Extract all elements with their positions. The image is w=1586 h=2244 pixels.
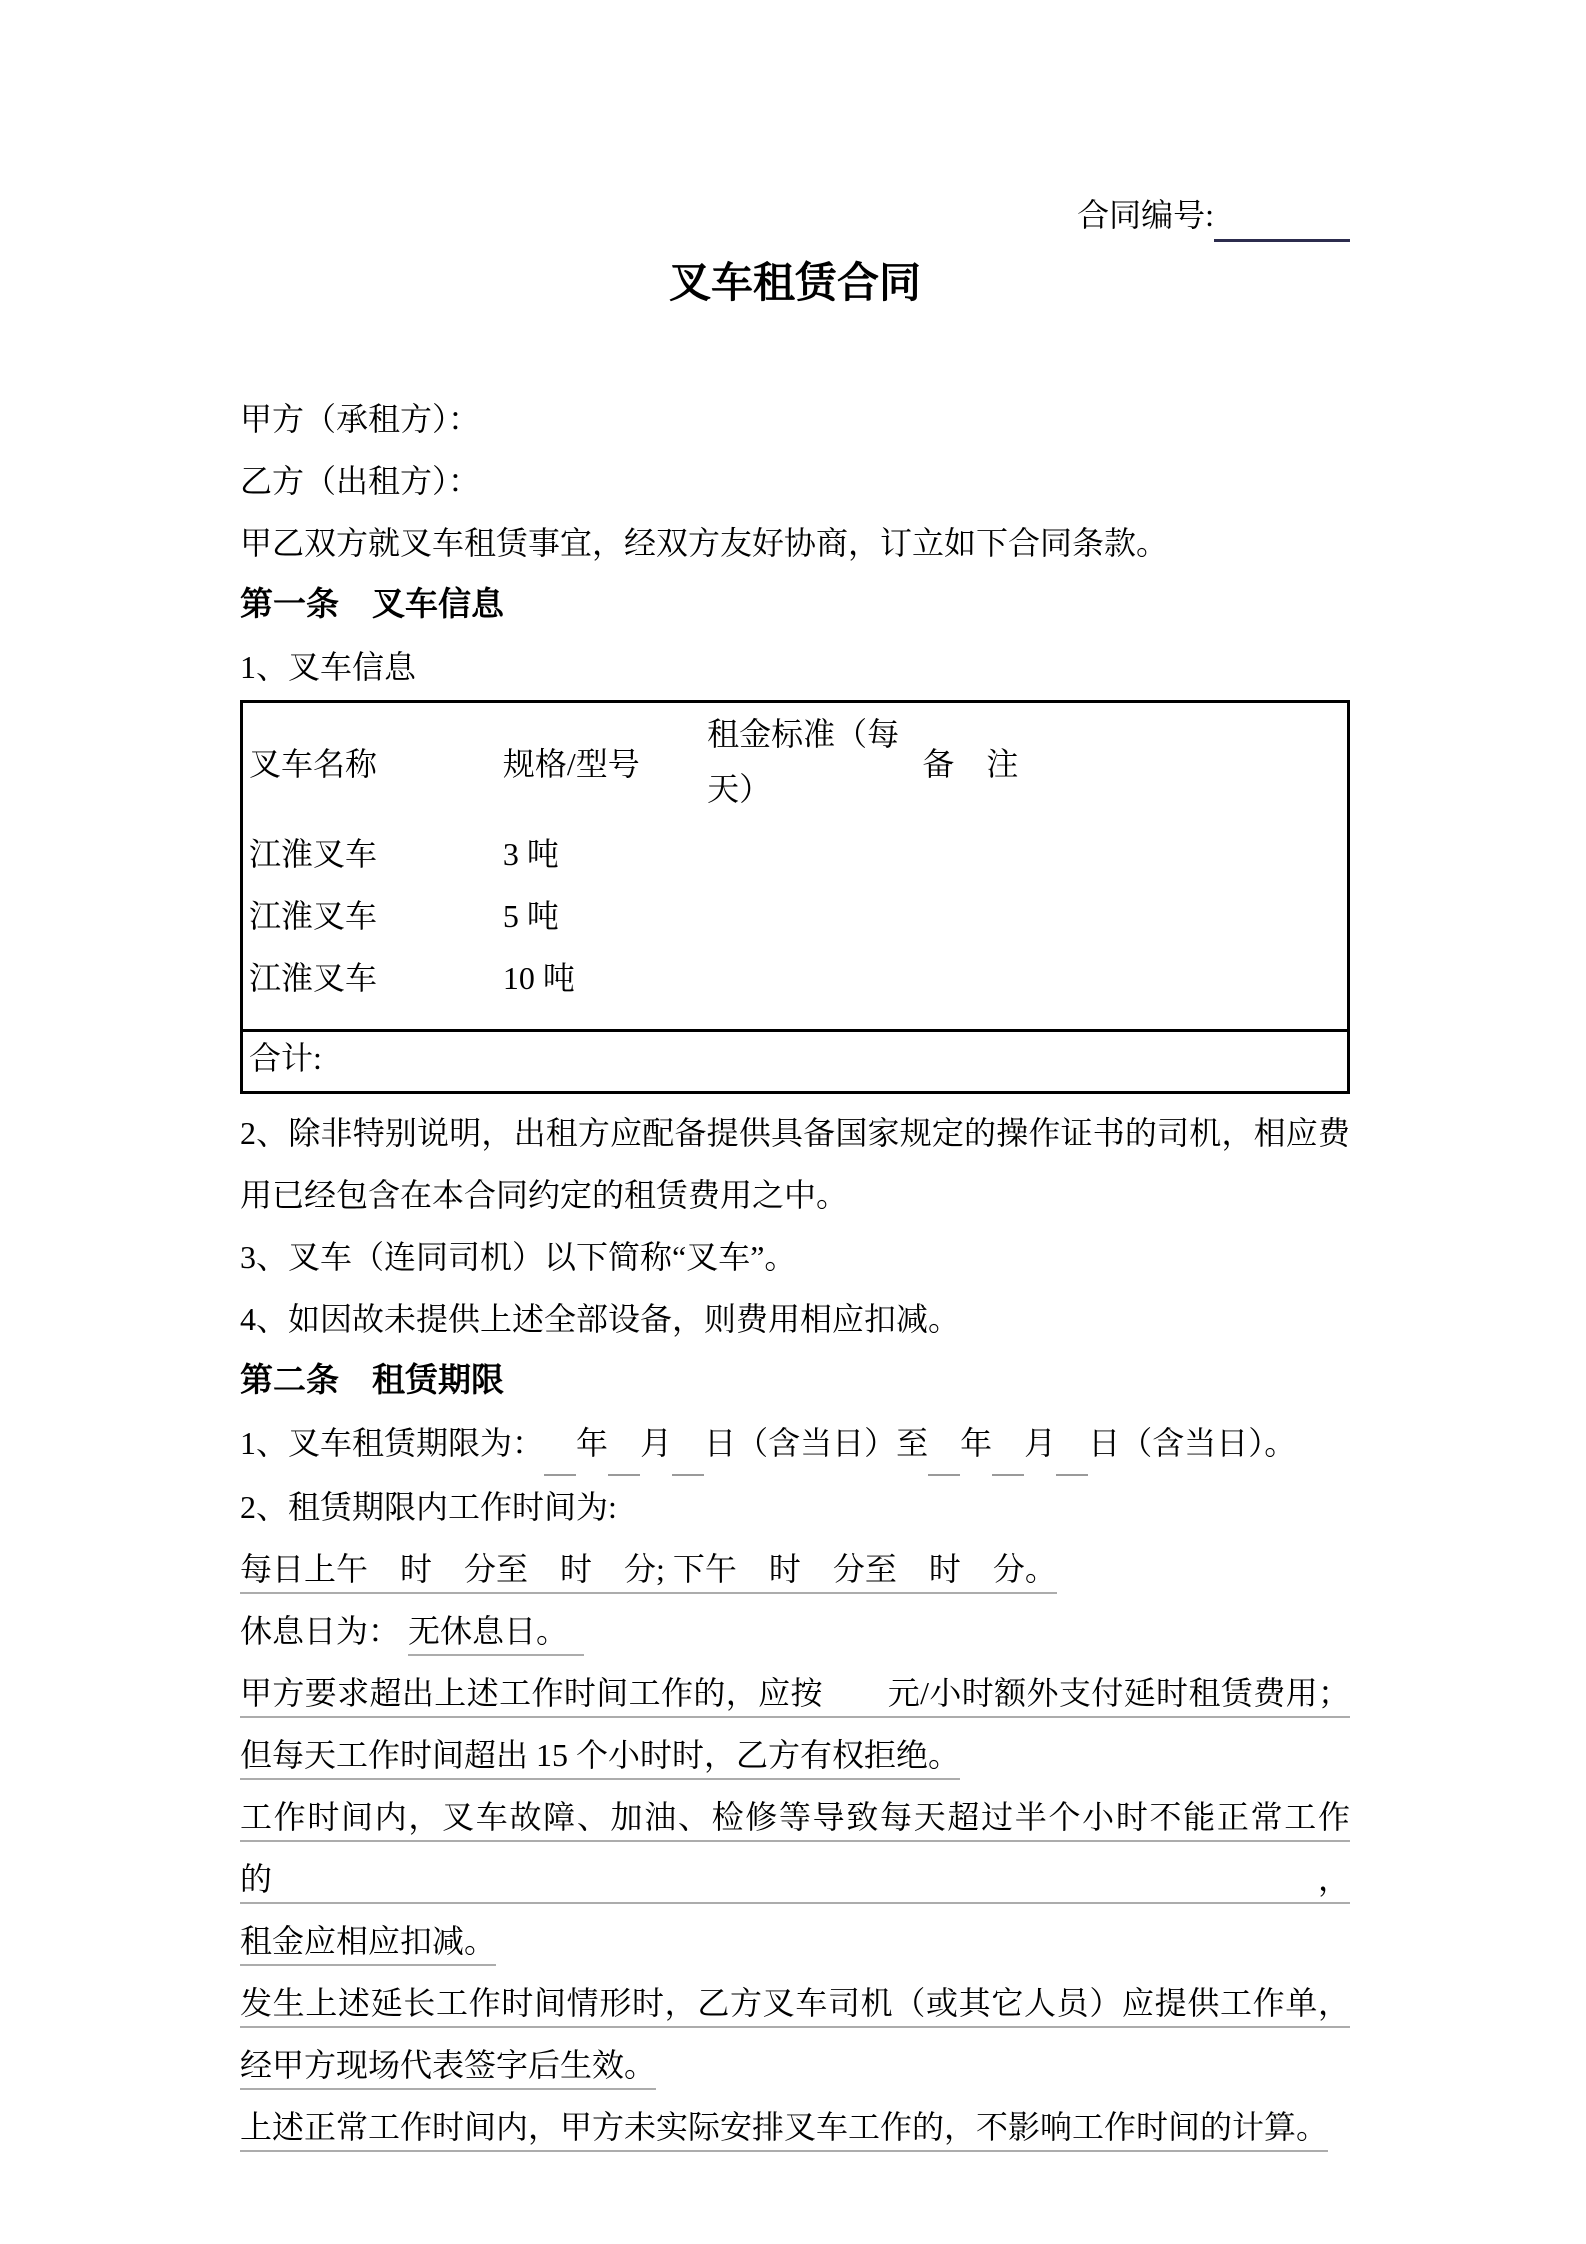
overtime-line	[240, 1662, 1350, 1724]
article2-item2: 2、租赁期限内工作时间为:	[240, 1489, 617, 1525]
deduction-line-1	[240, 1786, 1350, 1910]
rest-day-line	[240, 1600, 1350, 1662]
document-title: 叉车租赁合同	[668, 261, 921, 307]
header-cell-remarks: 备 注	[922, 746, 1019, 782]
day-mid-label: 日（含当日）至	[704, 1425, 929, 1461]
contract-number-blank	[1214, 205, 1350, 242]
cell-forklift-name: 江淮叉车	[249, 960, 378, 996]
year-blank	[544, 1412, 576, 1476]
party-a-line: 甲方（承租方）：	[240, 401, 481, 437]
article2-heading: 第二条 租赁期限	[240, 1363, 504, 1399]
month-blank	[608, 1412, 640, 1476]
rest-day-label: 休息日为：	[240, 1613, 401, 1649]
header-cell-forklift-name: 叉车名称	[249, 746, 378, 782]
deduction-line-2	[240, 1910, 1350, 1972]
idle-time-text: 上述正常工作时间内，甲方未实际安排叉车工作的，不影响工作时间的计算。	[240, 2109, 1328, 2152]
cell-forklift-name: 江淮叉车	[249, 836, 378, 872]
cell-spec-model: 3 吨	[502, 836, 559, 872]
contract-number-label: 合同编号:	[1077, 197, 1214, 233]
work-hours-line	[240, 1538, 1350, 1600]
table-row	[243, 883, 1347, 945]
intro-section	[240, 388, 1350, 698]
cell-forklift-name: 江淮叉车	[249, 898, 378, 934]
preamble-line: 甲乙双方就叉车租赁事宜，经双方友好协商，订立如下合同条款。	[240, 525, 1169, 561]
cell-spec-model: 10 吨	[502, 960, 575, 996]
year-label: 年	[960, 1425, 993, 1461]
worksheet-line-1	[240, 1972, 1350, 2034]
total-label: 合计:	[249, 1040, 322, 1076]
table-total-row	[243, 1029, 1347, 1091]
month-blank	[992, 1412, 1024, 1476]
worksheet-text-1: 发生上述延长工作时间情形时，乙方叉车司机（或其它人员）应提供工作单，	[240, 1985, 1350, 2028]
article1-item1: 1、叉车信息	[240, 649, 417, 685]
worksheet-text-2: 经甲方现场代表签字后生效。	[240, 2047, 656, 2090]
article1-item3: 3、叉车（连同司机）以下简称“叉车”。	[240, 1239, 797, 1275]
term-prefix: 1、叉车租赁期限为：	[240, 1425, 545, 1461]
idle-time-line	[240, 2096, 1350, 2158]
article1-item4: 4、如因故未提供上述全部设备，则费用相应扣减。	[240, 1301, 961, 1337]
day-end-label: 日（含当日）。	[1088, 1425, 1297, 1461]
cell-spec-model: 5 吨	[502, 898, 559, 934]
month-label: 月	[640, 1425, 673, 1461]
table-header-row	[243, 703, 1347, 821]
year-blank	[928, 1412, 960, 1476]
overtime-limit-text: 但每天工作时间超出 15 个小时时，乙方有权拒绝。	[240, 1737, 960, 1780]
header-daily-rent-line2: 天）	[707, 771, 772, 807]
worksheet-line-2	[240, 2034, 1350, 2096]
article1-item2-line2: 用已经包含在本合同约定的租赁费用之中。	[240, 1177, 849, 1213]
header-cell-daily-rent	[701, 707, 916, 817]
article1-item2-line1: 2、除非特别说明，出租方应配备提供具备国家规定的操作证书的司机，相应费	[240, 1115, 1350, 1151]
contract-number-line	[240, 0, 1350, 238]
month-label: 月	[1024, 1425, 1057, 1461]
table-row	[243, 945, 1347, 1007]
overtime-text: 甲方要求超出上述工作时间工作的，应按 元/小时额外支付延时租赁费用；	[240, 1675, 1350, 1718]
deduction-text-2: 租金应相应扣减。	[240, 1923, 496, 1966]
work-hours-text: 每日上午 时 分至 时 分; 下午 时 分至 时 分。	[240, 1551, 1057, 1594]
day-blank	[672, 1412, 704, 1476]
table-spacer	[243, 1007, 1347, 1029]
article1-heading: 第一条 叉车信息	[240, 587, 504, 623]
article2-term-line	[240, 1412, 1350, 1476]
overtime-limit-line	[240, 1724, 1350, 1786]
day-blank	[1056, 1412, 1088, 1476]
deduction-text-1: 工作时间内，叉车故障、加油、检修等导致每天超过半个小时不能正常工作的，	[240, 1799, 1350, 1904]
header-daily-rent-line1: 租金标准（每	[707, 716, 900, 752]
party-b-line: 乙方（出租方）：	[240, 463, 481, 499]
clauses-section	[240, 1102, 1350, 2158]
table-row	[243, 821, 1347, 883]
year-label: 年	[576, 1425, 609, 1461]
header-cell-spec-model: 规格/型号	[502, 746, 640, 782]
forklift-info-table	[240, 700, 1350, 1094]
rest-day-value: 无休息日。	[408, 1613, 584, 1656]
